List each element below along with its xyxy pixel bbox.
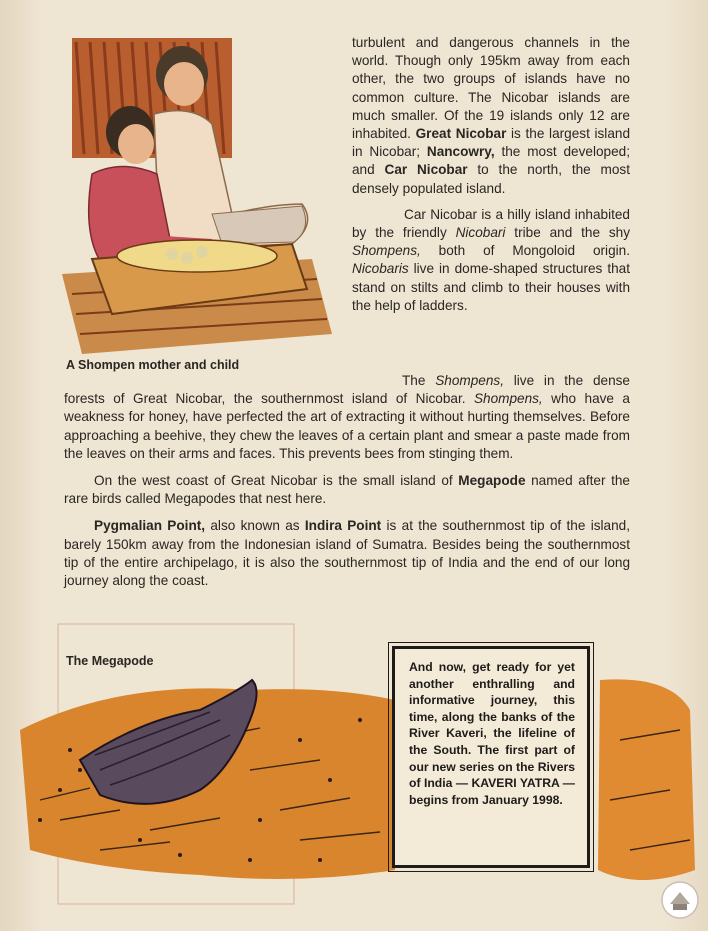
paragraph-car-nicobar: Car Nicobar is a hilly island inhabited by the friendly Nicobari tribe and the shy Shompens, both of Mongoloid origin. Nicobaris live in dome-shaped structures that stand on stilts and climb to their houses with the help of ladders. bbox=[352, 206, 630, 313]
orange-ground-right bbox=[598, 679, 695, 880]
shompen-caption: A Shompen mother and child bbox=[66, 358, 240, 372]
paragraph-megapode: On the west coast of Great Nicobar is the small island of Megapode named after the rare birds called Megapodes that nest here. bbox=[64, 473, 630, 507]
shompen-illustration bbox=[62, 34, 332, 354]
paragraph-pygmalian-point: Pygmalian Point, also known as Indira Point is at the southernmost tip of the island, barely 150km away from the Indonesian island of Sumatra. Besides being the southernmost tip of the entire archipelago, it is also the southernmost tip of India and the end of our long journey along the coast. bbox=[64, 518, 631, 589]
paragraph-nicobar-islands: turbulent and dangerous channels in the world. Though only 195km away from each other, the two groups of islands have no common culture. The Nicobar islands are much smaller. Of the 19 islands only 12 are inhabited. Great Nicobar is the largest island in Nicobar; Nancowry, the most developed; and Car Nicobar to the north, the most densely populated island. bbox=[352, 35, 631, 196]
announcement-text: And now, get ready for yet another enthralling and informative journey, this time, along the banks of the River Kaveri, the lifeline of the South. The first part of our new series on the Rivers of India — KAVERI YATRA — begins from January 1998. bbox=[409, 660, 575, 807]
publisher-logo-icon bbox=[660, 880, 700, 920]
megapode-caption: The Megapode bbox=[66, 654, 154, 668]
body-text bbox=[64, 372, 630, 599]
right-column-text bbox=[352, 34, 630, 315]
paragraph-shompens: The Shompens, live in the dense forests of Great Nicobar, the southernmost island of Nicobar. Shompens, who have a weakness for honey, have perfected the art of extracting it without hurting themselves. Before approaching a beehive, they chew the leaves of a certain plant and smear a paste made from the leaves on their arms and faces. This prevents bees from stinging them. bbox=[64, 373, 630, 461]
announcement-box bbox=[392, 646, 590, 868]
